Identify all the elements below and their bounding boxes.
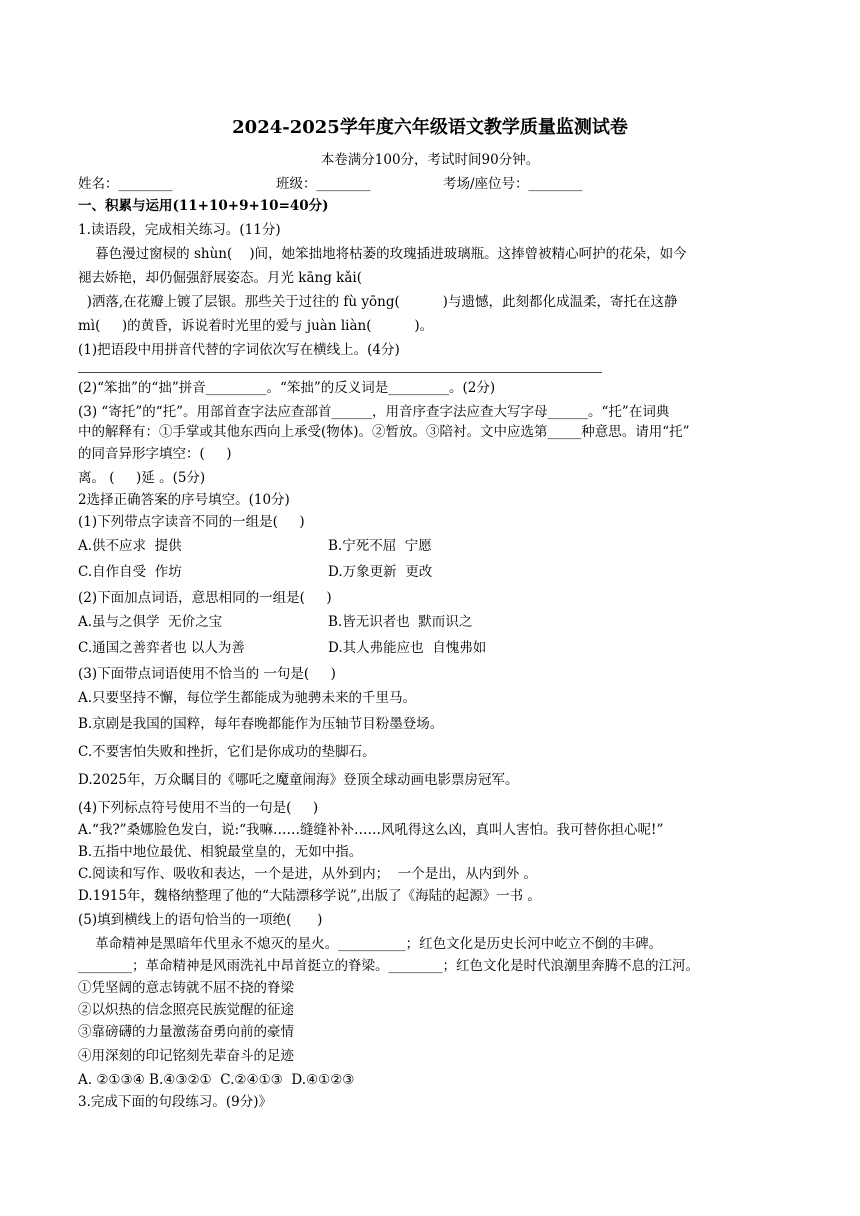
- sub-question-3: 的同音异形字填空：( ): [78, 446, 232, 462]
- sub-question-2: (2)“笨拙”的“拙”拼音_________。“笨拙”的反义词是_________。(2分): [78, 380, 496, 396]
- class-field: 班级：________: [276, 176, 371, 192]
- question-3-intro: 3.完成下面的句段练习。(9分)》: [78, 1094, 273, 1110]
- list-item: ①凭坚阔的意志铸就不屈不挠的脊梁: [78, 980, 294, 996]
- sub-question-1: (1)把语段中用拼音代替的字词依次写在横线上。(4分): [78, 342, 400, 358]
- option-b: B.皆无识者也 默而识之: [328, 614, 473, 630]
- passage-line: 褪去娇艳，却仍倔强舒展姿态。月光 kāng kǎi(: [78, 270, 362, 286]
- passage-line: ________；革命精神是风雨洗礼中昂首挺立的脊梁。________；红色文化是时代浪潮里奔腾不息的江河。: [78, 958, 699, 974]
- question-2-intro: 2选择正确答案的序号填空。(10分): [78, 492, 290, 508]
- passage-line: )洒落,在花瓣上镀了层银。那些关于过往的 fù yōng( )与遗憾，此刻都化成温柔，寄托在这静: [78, 294, 678, 310]
- sub-question-3: 中的解释有：①手掌或其他东西向上承受(物体)。②暂放。③陪衬。文中应选第_____种意思。请用“托”: [78, 424, 690, 440]
- question-stem: (3)下面带点词语使用不恰当的 一句是( ): [78, 666, 336, 682]
- question-stem: (5)填到横线上的语句恰当的一项绝( ): [78, 912, 323, 928]
- option-a: A.“我?”桑娜脸色发白，说:“我嘛……缝缝补补……风吼得这么凶，真叫人害怕。我可替你担心呢!”: [78, 822, 664, 838]
- option-d: D.2025年，万众瞩目的《哪吒之魔童闹海》登顶全球动画电影票房冠军。: [78, 772, 519, 788]
- option-c: C.不要害怕失败和挫折，它们是你成功的垫脚石。: [78, 744, 376, 760]
- option-d: D.其人弗能应也 自愧弗如: [328, 640, 487, 656]
- passage-line: 暮色漫过窗棂的 shùn( )间，她笨拙地将枯萎的玫瑰插进玻璃瓶。这捧曾被精心呵护的花朵，如今: [78, 246, 687, 262]
- option-c: C.自作自受 作坊: [78, 564, 182, 580]
- option-d: D.1915年，魏格纳整理了他的“大陆漂移学说”,出版了《海陆的起源》一书 。: [78, 888, 541, 904]
- answer-line: [78, 372, 602, 373]
- answer-options: A. ②①③④ B.④③②① C.②④①③ D.④①②③: [78, 1072, 355, 1088]
- question-1-intro: 1.读语段，完成相关练习。(11分): [78, 222, 281, 238]
- option-b: B.宁死不屈 宁愿: [328, 538, 432, 554]
- sub-question-3: 离。 ( )延 。(5分): [78, 470, 206, 486]
- exam-title: 2024-2025学年度六年级语文教学质量监测试卷: [232, 117, 628, 138]
- question-stem: (2)下面加点词语，意思相同的一组是( ): [78, 590, 332, 606]
- sub-question-3: (3) “寄托”的“托”。用部首查字法应查部首______，用音序查字法应查大写字母______。“托”在词典: [78, 404, 670, 420]
- option-c: C.阅读和写作、吸收和表达，一个是进，从外到内； 一个是出，从内到外 。: [78, 866, 538, 882]
- question-stem: (4)下列标点符号使用不当的一句是( ): [78, 800, 319, 816]
- option-b: B.京剧是我国的国粹，每年春晚都能作为压轴节目粉墨登场。: [78, 716, 444, 732]
- option-a: A.虽与之俱学 无价之宝: [78, 614, 223, 630]
- section-heading: 一、积累与运用(11+10+9+10=40分): [78, 198, 329, 214]
- list-item: ②以炽热的信念照亮民族觉醒的征途: [78, 1002, 294, 1018]
- passage-line: mì( )的黄昏，诉说着时光里的爱与 juàn liàn( )。: [78, 318, 434, 334]
- option-b: B.五指中地位最优、相貌最堂皇的，无如中指。: [78, 844, 363, 860]
- option-d: D.万象更新 更改: [328, 564, 433, 580]
- list-item: ③靠磅礴的力量激荡奋勇向前的豪情: [78, 1024, 294, 1040]
- name-field: 姓名：________: [78, 176, 173, 192]
- list-item: ④用深刻的印记铭刻先辈奋斗的足迹: [78, 1048, 294, 1064]
- option-c: C.通国之善弈者也 以人为善: [78, 640, 245, 656]
- seat-field: 考场/座位号：________: [443, 176, 583, 192]
- option-a: A.只要坚持不懈，每位学生都能成为驰骋未来的千里马。: [78, 690, 417, 706]
- option-a: A.供不应求 提供: [78, 538, 182, 554]
- exam-subtitle: 本卷满分100分，考试时间90分钟。: [320, 152, 540, 168]
- question-stem: (1)下列带点字读音不同的一组是( ): [78, 514, 305, 530]
- passage-line: 革命精神是黑暗年代里永不熄灭的星火。__________；红色文化是历史长河中屹立不倒的丰碑。: [78, 936, 663, 952]
